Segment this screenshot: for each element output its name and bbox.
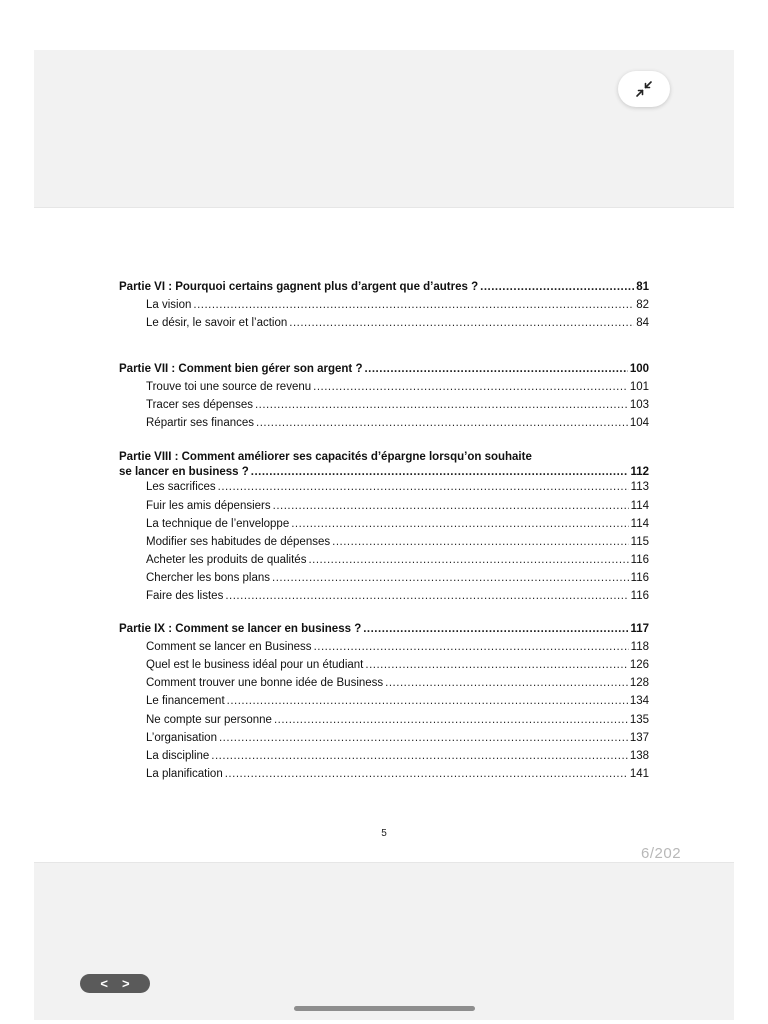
toc-item[interactable]: Ne compte sur personne ..... 135 xyxy=(119,714,649,732)
toc-item[interactable]: Le financement ..... 134 xyxy=(119,695,649,713)
home-indicator[interactable] xyxy=(294,1006,475,1011)
toc-heading[interactable]: Partie VI : Pourquoi certains gagnent plus d’argent que d’autres ? ..... 81 xyxy=(119,281,649,299)
toc-section-part-9 xyxy=(119,623,649,787)
collapse-arrows-icon xyxy=(633,78,655,100)
page-indicator: 6/202 xyxy=(641,845,682,862)
toc-item[interactable]: Quel est le business idéal pour un étudiant ..... 126 xyxy=(119,659,649,677)
next-page-button[interactable]: > xyxy=(122,976,130,991)
toc-item[interactable]: Chercher les bons plans ..... 116 xyxy=(119,572,649,590)
toc-item[interactable]: La discipline ..... 138 xyxy=(119,750,649,768)
toc-item[interactable]: Répartir ses finances ..... 104 xyxy=(119,417,649,435)
toc-item[interactable]: Comment se lancer en Business ..... 118 xyxy=(119,641,649,659)
toc-item[interactable]: Le désir, le savoir et l’action ..... 84 xyxy=(119,317,649,335)
toc-item[interactable]: L’organisation ..... 137 xyxy=(119,732,649,750)
toc-section-part-6 xyxy=(119,281,649,336)
toc-heading[interactable]: Partie VII : Comment bien gérer son argent ? ..... 100 xyxy=(119,363,649,381)
exit-fullscreen-button[interactable] xyxy=(618,71,670,107)
toc-section-part-7 xyxy=(119,363,649,436)
toc-item[interactable]: La vision ..... 82 xyxy=(119,299,649,317)
toc-item[interactable]: La planification ..... 141 xyxy=(119,768,649,786)
prev-page-button[interactable]: < xyxy=(100,976,108,991)
toc-item[interactable]: La technique de l’enveloppe ..... 114 xyxy=(119,518,649,536)
toc-item[interactable]: Les sacrifices ..... 113 xyxy=(119,481,649,499)
toc-section-part-8 xyxy=(119,450,649,608)
page-number: 5 xyxy=(381,828,387,839)
toc-item[interactable]: Acheter les produits de qualités ..... 116 xyxy=(119,554,649,572)
page-nav-control xyxy=(80,974,150,993)
toc-item[interactable]: Modifier ses habitudes de dépenses ..... 115 xyxy=(119,536,649,554)
toc-item[interactable]: Fuir les amis dépensiers ..... 114 xyxy=(119,500,649,518)
toc-item[interactable]: Comment trouver une bonne idée de Business ..... 128 xyxy=(119,677,649,695)
toc-item[interactable]: Faire des listes ..... 116 xyxy=(119,590,649,608)
toc-item[interactable]: Tracer ses dépenses ..... 103 xyxy=(119,399,649,417)
toc-item[interactable]: Trouve toi une source de revenu ..... 101 xyxy=(119,381,649,399)
toc-heading[interactable]: Partie VIII : Comment améliorer ses capacités d’épargne lorsqu’on souhaite se lancer en business ? ..... 112 xyxy=(119,450,649,481)
table-of-contents xyxy=(119,281,649,786)
toc-heading[interactable]: Partie IX : Comment se lancer en business ? ..... 117 xyxy=(119,623,649,641)
